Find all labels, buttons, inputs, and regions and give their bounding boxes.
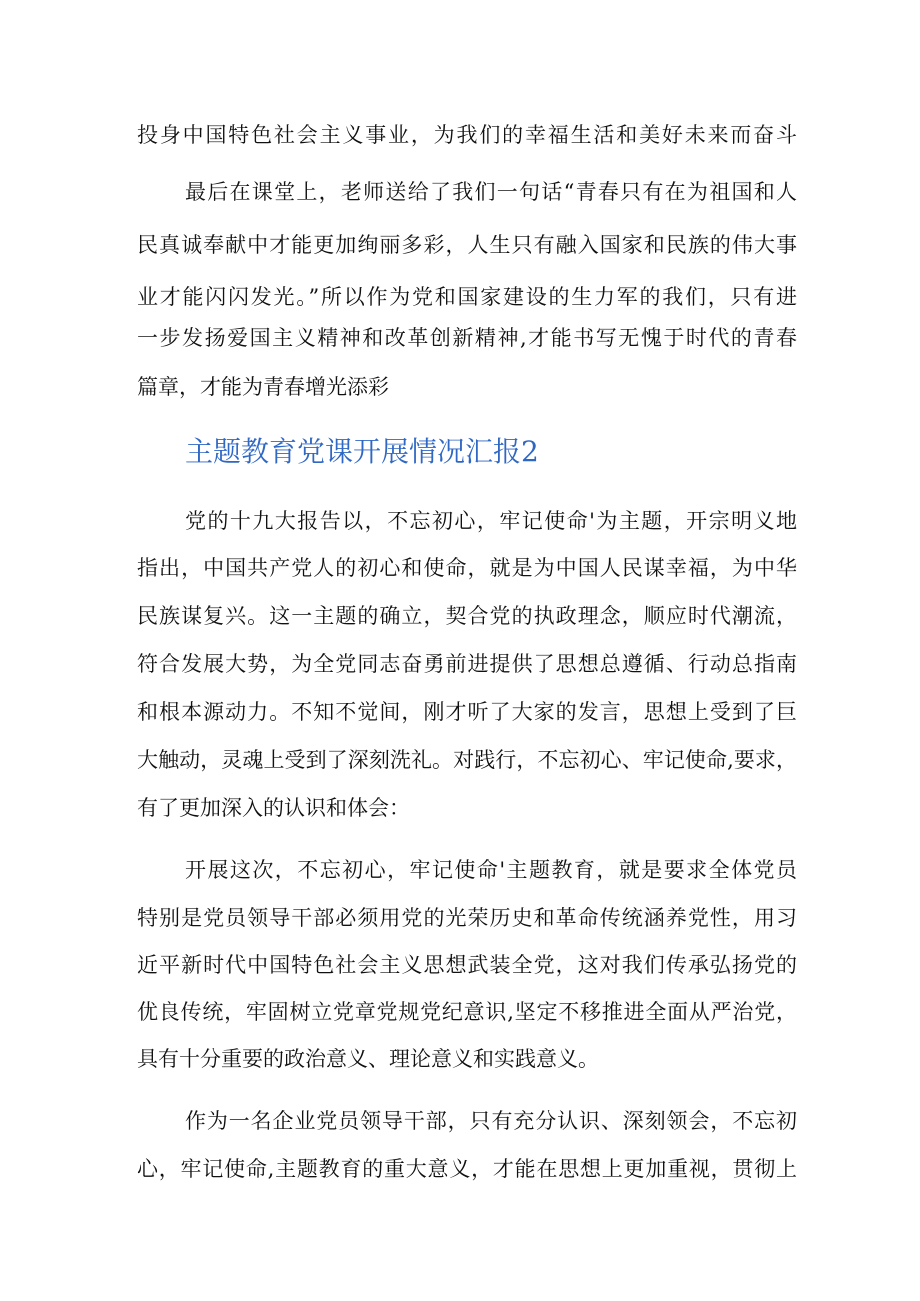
text-line: 近平新时代中国特色社会主义思想武装全党，这对我们传承弘扬党的 [137, 953, 797, 977]
text-line: 心，牢记使命,主题教育的重大意义，才能在思想上更加重视，贯彻上 [137, 1157, 797, 1181]
text-line: 优良传统，牢固树立党章党规党纪意识,坚定不移推进全面从严治党， [137, 1000, 797, 1024]
text-line: 民真诚奉献中才能更加绚丽多彩，人生只有融入国家和民族的伟大事 [137, 233, 797, 257]
text-line: 作为一名企业党员领导干部，只有充分认识、深刻领会，不忘初 [185, 1109, 797, 1133]
section-heading: 主题教育党课开展情况汇报2 [185, 435, 539, 468]
text-line: 大触动，灵魂上受到了深刻洗礼。对践行，不忘初心、牢记使命,要求， [137, 748, 797, 772]
text-line: 党的十九大报告以，不忘初心，牢记使命'为主题，开宗明义地 [185, 509, 797, 533]
text-line: 具有十分重要的政治意义、理论意义和实践意义。 [137, 1047, 599, 1071]
text-line: 指出，中国共产党人的初心和使命，就是为中国人民谋幸福，为中华 [137, 556, 797, 580]
text-line: 和根本源动力。不知不觉间，刚才听了大家的发言，思想上受到了巨 [137, 700, 797, 724]
text-line: 开展这次，不忘初心，牢记使命'主题教育，就是要求全体党员 [185, 858, 797, 882]
text-line: 有了更加深入的认识和体会： [137, 796, 410, 820]
text-line: 业才能闪闪发光。”所以作为党和国家建设的生力军的我们，只有进 [137, 285, 797, 309]
text-line: 特别是党员领导干部必须用党的光荣历史和革命传统涵养党性，用习 [137, 906, 797, 930]
text-line: 投身中国特色社会主义事业，为我们的幸福生活和美好未来而奋斗 [137, 123, 797, 147]
text-line: 最后在课堂上，老师送给了我们一句话“青春只有在为祖国和人 [185, 180, 797, 204]
text-line: 一步发扬爱国主义精神和改革创新精神,才能书写无愧于时代的青春 [137, 326, 797, 350]
text-line: 篇章，才能为青春增光添彩 [137, 375, 389, 399]
text-line: 民族谋复兴。这一主题的确立，契合党的执政理念，顺应时代潮流， [137, 604, 797, 628]
text-line: 符合发展大势，为全党同志奋勇前进提供了思想总遵循、行动总指南 [137, 652, 797, 676]
